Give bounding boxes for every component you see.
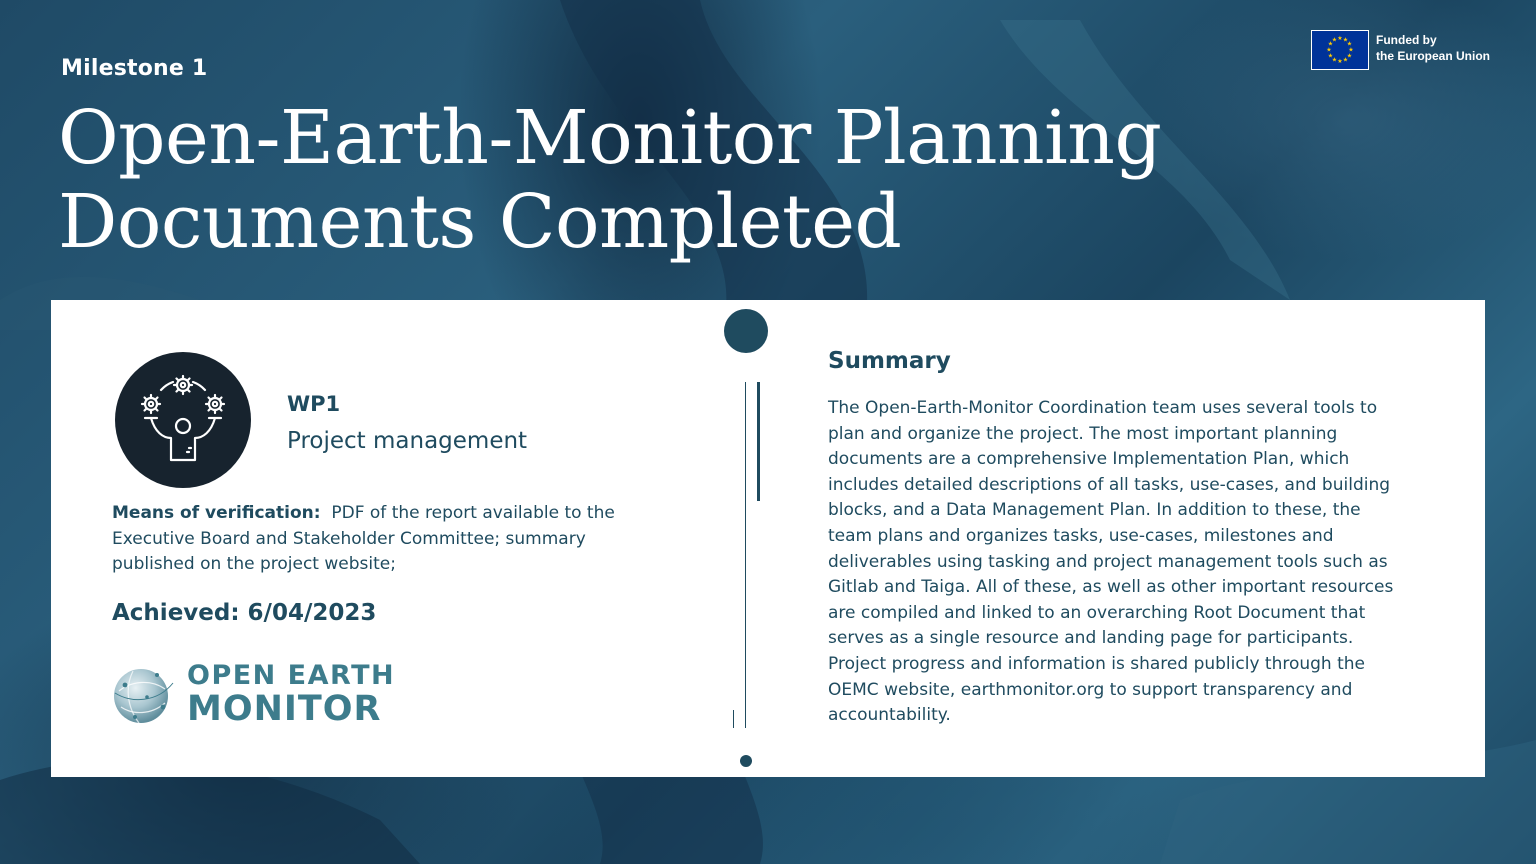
open-earth-monitor-logo: [111, 662, 395, 727]
title-line-2: Documents Completed: [58, 179, 902, 265]
milestone-card: [51, 300, 1485, 777]
globe-icon: [111, 663, 175, 727]
svg-text:★: ★: [1327, 52, 1334, 60]
logo-line-1: OPEN EARTH: [187, 660, 396, 691]
svg-text:★: ★: [1331, 36, 1338, 44]
svg-text:★: ★: [1327, 40, 1334, 48]
timeline-dot-bottom: [740, 755, 752, 767]
timeline-accent-line: [757, 382, 760, 501]
svg-text:★: ★: [1342, 36, 1349, 44]
timeline-line: [745, 382, 746, 728]
svg-text:★: ★: [1331, 56, 1338, 64]
svg-text:★: ★: [1337, 58, 1343, 65]
page-title: [58, 96, 1358, 264]
achieved-date: Achieved: 6/04/2023: [112, 600, 377, 626]
svg-text:★: ★: [1346, 52, 1353, 60]
svg-text:★: ★: [1337, 35, 1343, 42]
eu-flag-icon: [1311, 30, 1369, 70]
summary-heading: Summary: [828, 348, 951, 374]
logo-wordmark: [187, 662, 395, 727]
eu-funding-badge: [1311, 30, 1490, 70]
work-package-code: WP1: [287, 392, 341, 416]
means-of-verification: [112, 501, 652, 578]
svg-text:★: ★: [1348, 46, 1354, 54]
title-line-1: Open-Earth-Monitor Planning: [58, 95, 1162, 181]
eu-funding-line-2: the European Union: [1376, 49, 1490, 63]
verification-text: PDF of the report available to the Executive Board and Stakeholder Committee; summary published on the project website;: [112, 503, 615, 574]
timeline-dot-top: [724, 309, 768, 353]
timeline-tick: [733, 710, 734, 728]
summary-body: The Open-Earth-Monitor Coordination team uses several tools to plan and organize the project. The most important planning documents are a comprehensive Implementation Plan, which includes detailed descriptions of all tasks, use-cases, and building blocks, and a Data Management Plan. In addition to these, the team plans and organizes tasks, use-cases, milestones and deliverables using tasking and project management tools such as Gitlab and Taiga. All of these, as well as other important resources are compiled and linked to an overarching Root Document that serves as a single resource and landing page for participants. Project progress and information is shared publicly through the OEMC website, earthmonitor.org to support transparency and accountability.: [828, 398, 1394, 726]
logo-line-2: MONITOR: [187, 689, 382, 729]
juggling-gears-person-icon: [115, 352, 251, 488]
verification-label: Means of verification:: [112, 503, 321, 523]
eu-funding-line-1: Funded by: [1376, 33, 1437, 47]
svg-text:★: ★: [1346, 40, 1353, 48]
eu-funding-text: [1376, 32, 1490, 64]
svg-text:★: ★: [1342, 56, 1349, 64]
milestone-label: Milestone 1: [61, 56, 208, 81]
svg-text:★: ★: [1326, 46, 1332, 54]
work-package-name: Project management: [287, 428, 528, 454]
